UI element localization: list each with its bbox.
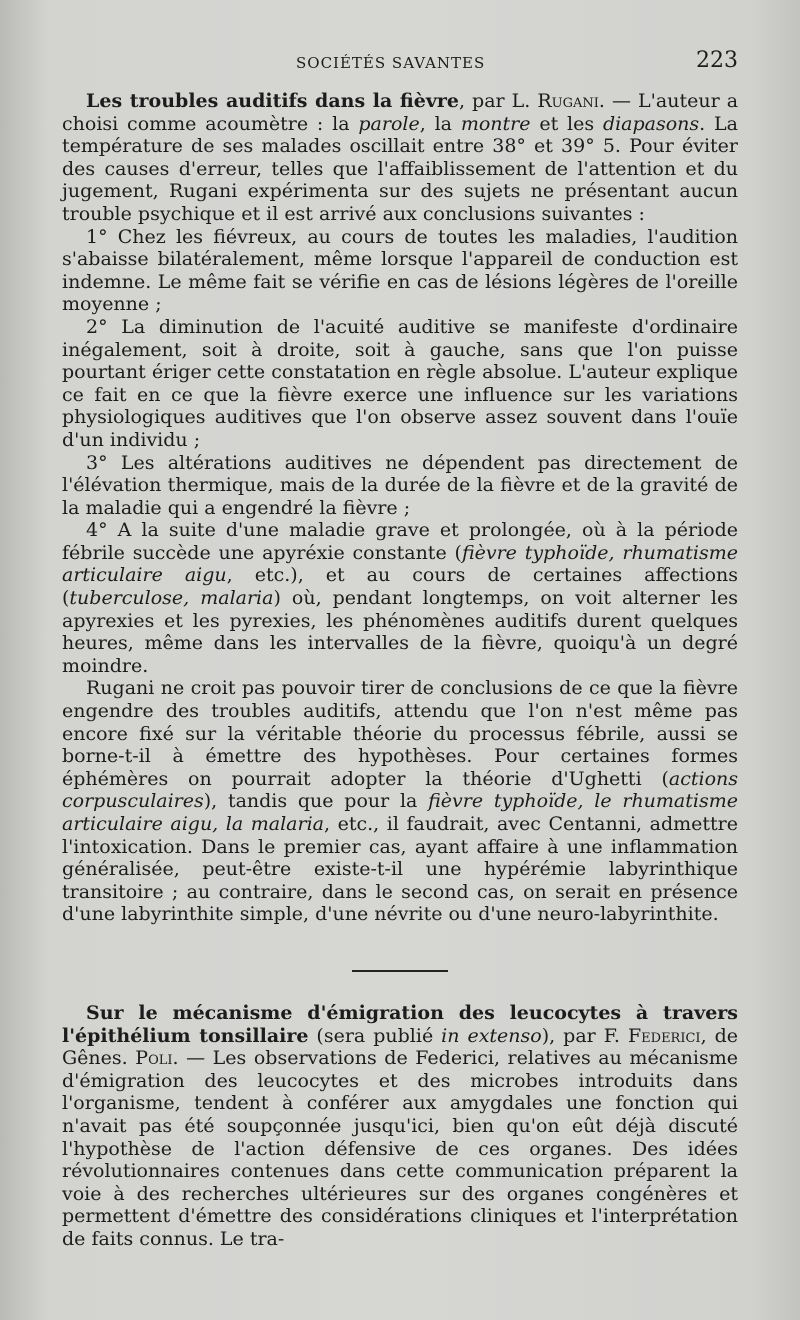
article1-intro-text: , la [419,112,461,135]
term-parole: parole [358,112,420,135]
conclusion-2: 2° La diminution de l'acuité auditive se manifeste d'ordinaire inégalement, soit à droite, soit à gauche, sans que l'on puisse pourtant ériger cette constatation en règle absolue. L'auteur explique ce fait en ce que la fièvre exerce une influence sur les variations physiologiques auditives que l'on observe assez souvent dans l'ouïe d'un individu ; [62,315,738,451]
article1-author: Rugani [537,90,599,112]
article1-intro [62,90,738,226]
article1-intro-text: . La température de ses malades oscillait entre 38° et 39° 5. Pour éviter des causes d'erreur, telles que l'affaiblissement de l'attention et du jugement, Rugani expérimenta sur des sujets ne présentant aucun trouble psychique et il est arrivé aux conclusions suivantes : [62,112,738,225]
conclusion-3: 3° Les altérations auditives ne dépendent pas directement de l'élévation thermique, mais de la durée de la fièvre et de la gravité de la maladie qui a engendré la fièvre ; [62,451,738,519]
term-tuberculose: tuberculose, malaria [69,587,274,610]
term-actions-corpusculaires: actions corpusculaires [62,767,738,813]
closing-text: ), tandis que pour la [203,790,429,813]
article2-note: ), par F. [541,1024,628,1047]
article1-intro-text: . — L'auteur a choisi comme acoumètre : la [62,90,739,135]
closing-text: Rugani ne croit pas pouvoir tirer de conclusions de ce que la fièvre engendre des troubles auditifs, attendu que l'on n'est même pas encore fixé sur la véritable théorie du processus fébrile, aussi se borne-t-il à émettre des hypothèses. Pour certaines formes éphémères on pourrait adopter la théorie d'Ughetti ( [62,677,738,790]
article2-note: (sera publié [308,1024,442,1047]
term-montre: montre [460,112,531,135]
conclusion-4-text: 4° A la suite d'une maladie grave et prolongée, où à la période fébrile succède une apyréxie constante ( [62,519,738,564]
conclusion-4 [62,519,738,677]
section-divider [352,970,448,972]
article2-author: Federici [627,1024,701,1047]
term-fievre-typhoide: fièvre typhoïde, rhumatisme articulaire aigu [62,541,738,587]
article2-place: , de Gênes. [62,1024,738,1070]
page-body [62,90,738,1251]
article1-intro-text: et les [530,112,603,135]
page-number: 223 [696,48,738,73]
article1-closing [62,677,738,926]
article1-title: Les troubles auditifs dans la fièvre [86,90,459,112]
term-in-extenso: in extenso [441,1024,542,1047]
running-title: SOCIÉTÉS SAVANTES [296,54,486,72]
running-head [0,48,800,78]
conclusion-4-text: ) où, pendant longtemps, on voit alterner les apyrexies et les pyrexies, les phénomènes auditifs durent quelques heures, même dans les intervalles de la fièvre, quoiqu'à un degré moindre. [62,587,738,677]
article1-byline: , par L. [458,90,538,112]
conclusion-1: 1° Chez les fiévreux, au cours de toutes les maladies, l'audition s'abaisse bilatéralement, même lorsque l'appareil de conduction est indemne. Le même fait se vérifie en cas de lésions légères de l'oreille moyenne ; [62,225,738,316]
closing-text: , etc., il faudrait, avec Centanni, admettre l'intoxication. Dans le premier cas, ayant affaire à une inflammation généralisée, peut-être existe-t-il une hypérémie labyrinthique transitoire ; au contraire, dans le second cas, on serait en présence d'une labyrinthite simple, d'une névrite ou d'une neuro-labyrinthite. [62,813,738,926]
article2-text: . — Les observations de Federici, relatives au mécanisme d'émigration des leucocytes et des microbes introduits dans l'organisme, tendent à conférer aux amygdales une fonction qui n'avait pas été soupçonnée jusqu'ici, bien qu'on eût déjà discuté l'hypothèse de l'action défensive de ces organes. Des idées révolutionnaires contenues dans cette communication préparent la voie à des recherches ultérieures sur des organes congénères et permettent d'émettre des considérations cliniques et l'interprétation de faits connus. Le tra- [62,1047,738,1250]
conclusion-4-text: , etc.), et au cours de certaines affections ( [62,564,739,610]
term-diapasons: diapasons [602,112,700,135]
article2-reviewer: Poli [135,1047,173,1070]
article2-title: Sur le mécanisme d'émigration des leucocytes à travers l'épithélium tonsillaire [62,1001,738,1047]
term-maladies: fièvre typhoïde, le rhumatisme articulaire aigu, la malaria [62,790,738,835]
article2-paragraph [62,1002,738,1251]
